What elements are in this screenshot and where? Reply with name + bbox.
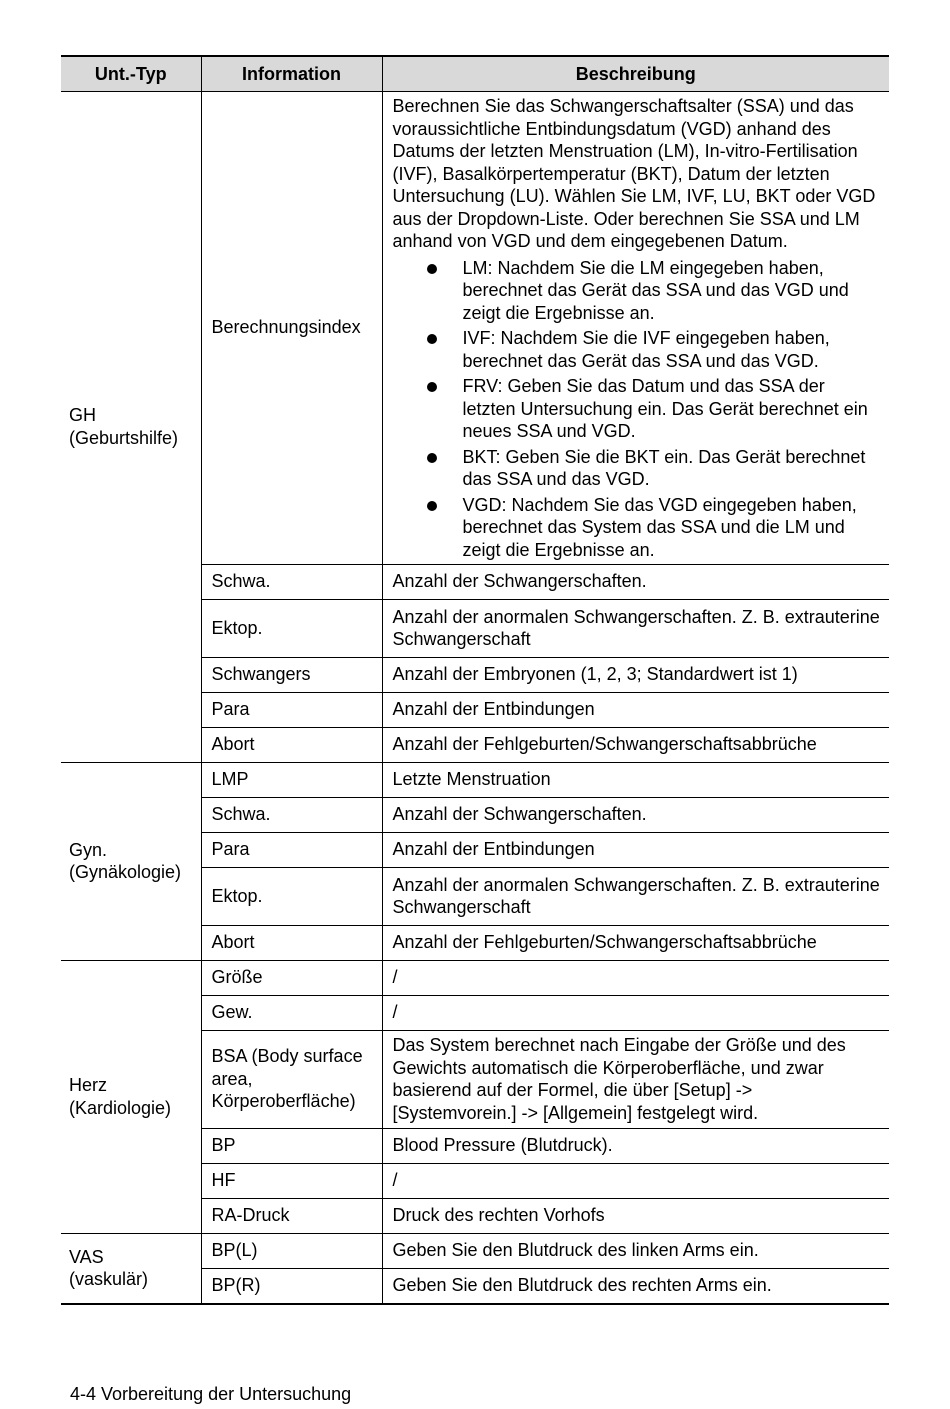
page-footer: 4-4 Vorbereitung der Untersuchung <box>70 1384 352 1404</box>
info-cell: Schwa. <box>201 798 382 833</box>
info-cell: Schwangers <box>201 658 382 693</box>
calc-intro-text: Berechnen Sie das Schwangerschaftsalter (SSA) und das voraussichtliche Entbindungsdatum (VGD) anhand des Datums der letzten Menstruation (LM), In-vitro-Fertilisation (IVF), Basalkörpertemperatur (BKT), Datum der letzten Untersuchung (LU). Wählen Sie LM, IVF, LU, BKT oder VGD aus der Dropdown-Liste. Oder berechnen Sie SSA und LM anhand von VGD und dem eingegebenen Datum. <box>392 96 876 251</box>
info-cell: Abort <box>201 926 382 961</box>
list-item <box>393 375 881 443</box>
bullet-text: LM: Nachdem Sie die LM eingegeben haben, berechnet das Gerät das SSA und das VGD und zeigt die Ergebnisse an. <box>462 257 849 323</box>
desc-cell: Anzahl der Embryonen (1, 2, 3; Standardwert ist 1) <box>382 658 889 693</box>
info-cell: Ektop. <box>201 868 382 926</box>
desc-cell: / <box>382 996 889 1031</box>
table-row <box>61 763 889 798</box>
desc-cell: Anzahl der Entbindungen <box>382 833 889 868</box>
bullet-text: IVF: Nachdem Sie die IVF eingegeben haben, berechnet das Gerät das SSA und das VGD. <box>462 328 830 371</box>
info-cell: Para <box>201 833 382 868</box>
desc-cell: Anzahl der Fehlgeburten/Schwangerschaftsabbrüche <box>382 926 889 961</box>
desc-cell: Anzahl der Schwangerschaften. <box>382 798 889 833</box>
desc-cell <box>382 92 889 565</box>
info-cell: Berechnungsindex <box>201 92 382 565</box>
table-row <box>61 961 889 996</box>
bullet-icon <box>427 382 437 392</box>
info-cell: BP <box>201 1129 382 1164</box>
exam-info-table <box>61 55 889 1305</box>
table-row <box>61 1234 889 1269</box>
bullet-text: BKT: Geben Sie die BKT ein. Das Gerät berechnet das SSA und das VGD. <box>462 446 866 489</box>
header-information: Information <box>201 56 382 92</box>
info-cell: Gew. <box>201 996 382 1031</box>
info-cell: Abort <box>201 728 382 763</box>
info-cell: Größe <box>201 961 382 996</box>
desc-cell: Anzahl der Entbindungen <box>382 693 889 728</box>
info-cell: LMP <box>201 763 382 798</box>
desc-cell: Anzahl der Fehlgeburten/Schwangerschaftsabbrüche <box>382 728 889 763</box>
info-cell: BP(L) <box>201 1234 382 1269</box>
bullet-text: VGD: Nachdem Sie das VGD eingegeben haben, berechnet das System das SSA und die LM und zeigt die Ergebnisse an. <box>462 494 857 560</box>
desc-cell: Anzahl der Schwangerschaften. <box>382 565 889 600</box>
calc-bullet-list <box>393 257 881 562</box>
desc-cell: / <box>382 961 889 996</box>
info-cell: Ektop. <box>201 600 382 658</box>
header-description: Beschreibung <box>382 56 889 92</box>
bullet-icon <box>427 264 437 274</box>
desc-cell: Anzahl der anormalen Schwangerschaften. Z. B. extrauterine Schwangerschaft <box>382 868 889 926</box>
group-cell-herz <box>61 961 201 1234</box>
table-row <box>61 92 889 565</box>
table-header-row <box>61 56 889 92</box>
bullet-icon <box>427 453 437 463</box>
desc-cell: Anzahl der anormalen Schwangerschaften. Z. B. extrauterine Schwangerschaft <box>382 600 889 658</box>
desc-cell: Druck des rechten Vorhofs <box>382 1199 889 1234</box>
group-sublabel: (Kardiologie) <box>69 1097 172 1118</box>
info-cell: BSA (Body surface area, Körperoberfläche) <box>201 1031 382 1129</box>
group-cell-gyn <box>61 763 201 961</box>
list-item <box>393 494 881 562</box>
info-cell: Para <box>201 693 382 728</box>
group-label: GH <box>69 405 96 425</box>
desc-cell: Das System berechnet nach Eingabe der Größe und des Gewichts automatisch die Körperoberfläche, und zwar basierend auf der Formel, die über [Setup] -> [Systemvorein.] -> [Allgemein] festgelegt wird. <box>382 1031 889 1129</box>
bullet-icon <box>427 334 437 344</box>
group-sublabel: (vaskulär) <box>69 1269 149 1289</box>
group-label: VAS <box>69 1246 104 1267</box>
info-cell: Schwa. <box>201 565 382 600</box>
group-label: Gyn. <box>69 839 108 860</box>
info-cell: HF <box>201 1164 382 1199</box>
bullet-icon <box>427 501 437 511</box>
bullet-text: FRV: Geben Sie das Datum und das SSA der letzten Untersuchung ein. Das Gerät berechnet ein neues SSA und VGD. <box>462 376 868 441</box>
desc-cell: Blood Pressure (Blutdruck). <box>382 1129 889 1164</box>
desc-cell: Geben Sie den Blutdruck des rechten Arms ein. <box>392 1275 772 1296</box>
list-item <box>393 446 881 491</box>
group-sublabel: (Geburtshilfe) <box>69 427 179 448</box>
desc-cell: Geben Sie den Blutdruck des linken Arms ein. <box>382 1234 889 1269</box>
desc-cell: / <box>382 1164 889 1199</box>
group-cell-vas <box>61 1234 201 1305</box>
info-cell: BP(R) <box>201 1269 382 1305</box>
header-exam-type: Unt.-Typ <box>61 56 201 92</box>
list-item <box>393 257 881 325</box>
info-cell: RA-Druck <box>201 1199 382 1234</box>
desc-cell: Letzte Menstruation <box>382 763 889 798</box>
group-label: Herz <box>69 1075 108 1095</box>
group-cell-gh <box>61 92 201 763</box>
group-sublabel: (Gynäkologie) <box>69 862 182 882</box>
list-item <box>393 327 881 372</box>
